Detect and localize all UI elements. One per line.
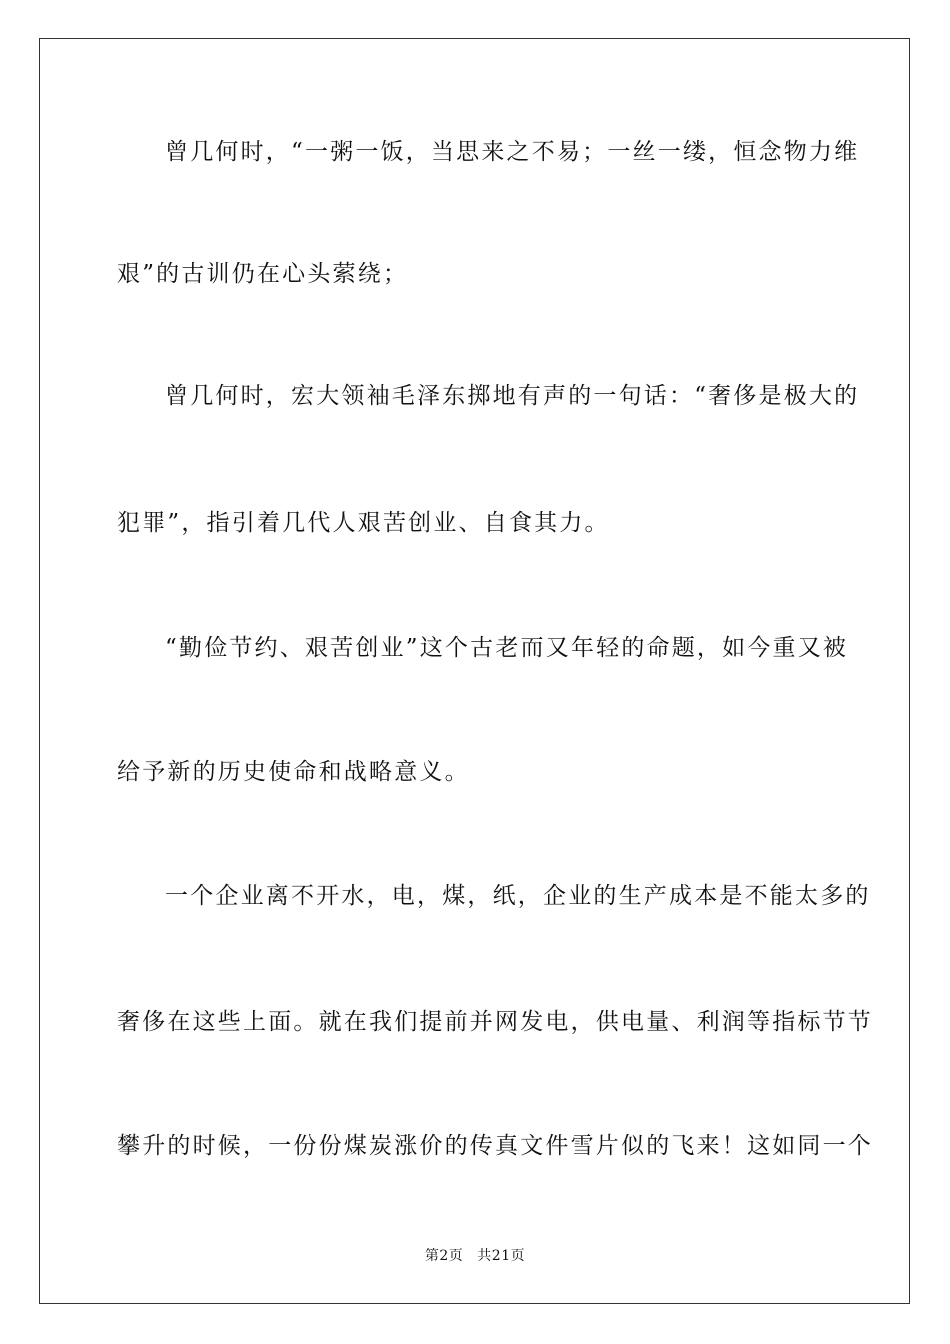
page-number: 第2页 — [424, 1248, 464, 1264]
paragraph-1-line-2: 艰”的古训仍在心头萦绕； — [117, 261, 409, 287]
paragraph-2-line-2: 犯罪”，指引着几代人艰苦创业、自食其力。 — [117, 510, 610, 536]
paragraph-3-line-2: 给予新的历史使命和战略意义。 — [117, 759, 470, 785]
paragraph-4-line-3: 攀升的时候，一份份煤炭涨价的传真文件雪片似的飞来！这如同一个 — [117, 1133, 873, 1159]
page-total: 共21页 — [477, 1248, 526, 1264]
paragraph-2-line-1: 曾几何时，宏大领袖毛泽东掷地有声的一句话：“奢侈是极大的 — [165, 383, 860, 409]
page-border — [39, 38, 910, 1304]
paragraph-4-line-1: 一个企业离不开水，电，煤，纸，企业的生产成本是不能太多的 — [165, 883, 871, 909]
paragraph-4-line-2: 奢侈在这些上面。就在我们提前并网发电，供电量、利润等指标节节 — [117, 1009, 873, 1035]
paragraph-3-line-1: “勤俭节约、艰苦创业”这个古老而又年轻的命题，如今重又被 — [165, 635, 849, 661]
paragraph-1-line-1: 曾几何时，“一粥一饭，当思来之不易；一丝一缕，恒念物力维 — [165, 139, 860, 165]
page-footer — [0, 1247, 950, 1265]
